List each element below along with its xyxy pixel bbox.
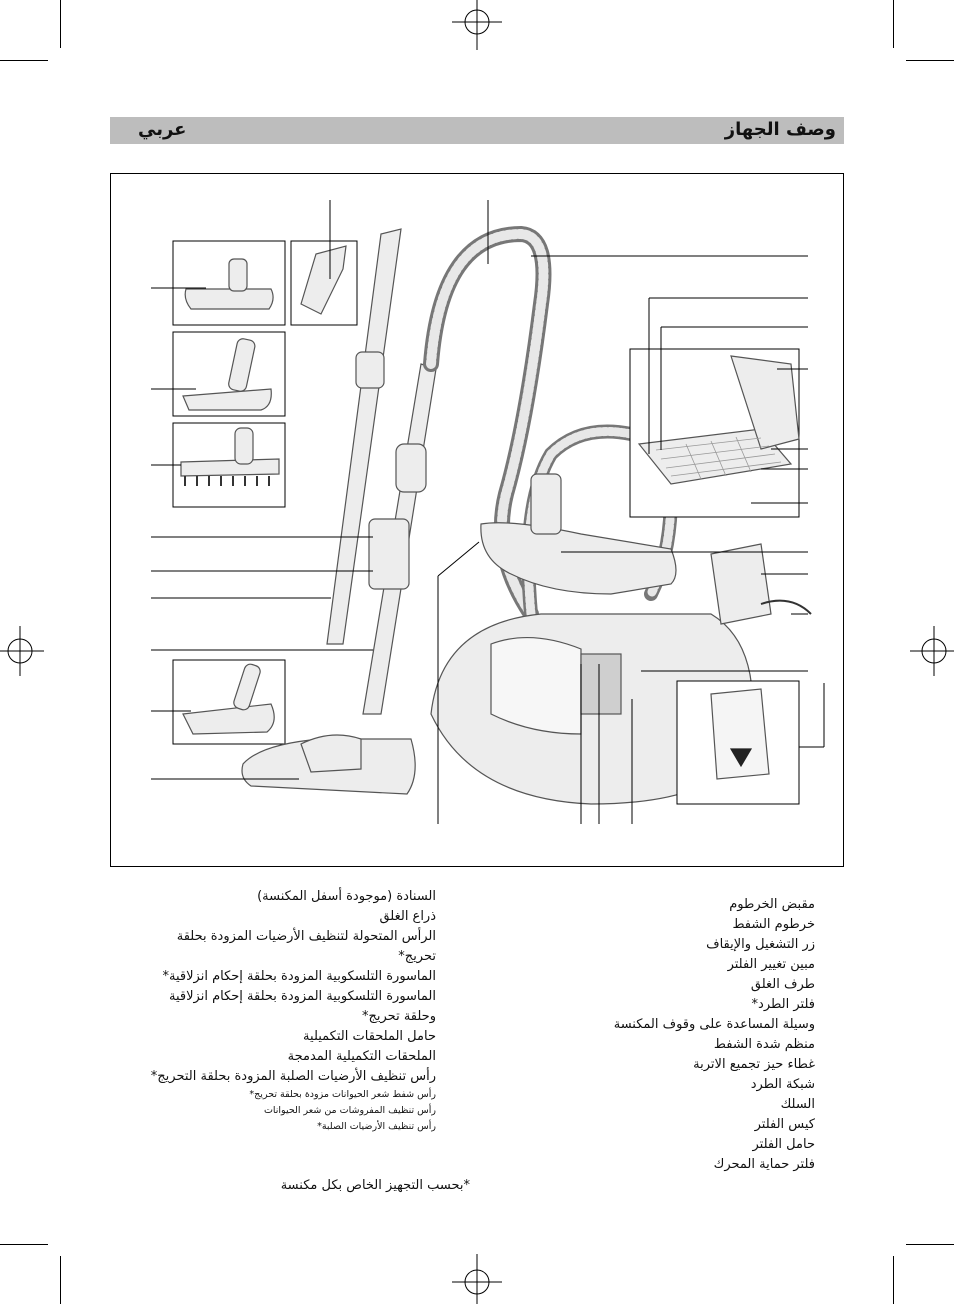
legend-item: الماسورة التلسكوبية المزودة بحلقة إحكام انزلاقية*	[162, 969, 436, 984]
legend-item: كيس الفلتر	[754, 1117, 815, 1132]
section-title: وصف الجهاز	[724, 119, 836, 140]
legend-item: رأس تنظيف الأرضيات الصلبة المزودة بحلقة التحريج*	[150, 1069, 436, 1084]
tube-lock-sleeve	[396, 444, 426, 492]
legend-item: حامل الملحقات التكميلية	[303, 1029, 436, 1044]
filter-bag-insert	[711, 689, 769, 779]
filter-bag-compartment	[491, 638, 581, 734]
upholstery-nozzle-shape	[185, 289, 273, 309]
legend-item: منظم شدة الشفط	[713, 1037, 815, 1052]
legend-item: فلتر الطرد*	[751, 997, 815, 1012]
registration-mark-bottom	[452, 1254, 502, 1304]
crop-mark	[0, 1244, 48, 1245]
legend-left	[76, 887, 436, 1135]
legend-item: الماسورة التلسكوبية المزودة بحلقة إحكام انزلاقية	[169, 989, 436, 1004]
registration-mark-right	[910, 626, 954, 676]
legend-item: رأس تنظيف الأرضيات الصلبة*	[317, 1121, 436, 1132]
brush-nozzle-shape	[181, 459, 279, 476]
crop-mark	[60, 1256, 61, 1304]
footnote: *بحسب التجهيز الخاص بكل مكنسة	[280, 1178, 470, 1193]
legend-item: رأس شفط شعر الحيوانات مزودة بحلقة تحريج*	[249, 1089, 436, 1100]
upholstery-nozzle-neck	[229, 259, 247, 291]
legend-item: تحريج*	[398, 949, 436, 964]
tube-slide-ring	[356, 352, 384, 388]
legend-item: حامل الفلتر	[752, 1137, 815, 1152]
legend-item: فلتر حماية المحرك	[713, 1157, 815, 1172]
legend-item: وحلقة تحريج*	[362, 1009, 436, 1024]
crop-mark	[893, 1256, 894, 1304]
device-diagram	[110, 173, 844, 867]
vacuum-illustration	[111, 174, 843, 866]
exhaust-grid-part	[711, 544, 771, 624]
crop-mark	[906, 1244, 954, 1245]
legend-item: شبكة الطرد	[750, 1077, 815, 1092]
language-label: عربي	[138, 119, 187, 140]
section-header-bar	[110, 117, 844, 144]
legend-item: الملحقات التكميلية المدمجة	[287, 1049, 436, 1064]
registration-mark-top	[452, 0, 502, 52]
legend-item: مقبض الخرطوم	[729, 897, 815, 912]
legend-item: طرف الغلق	[750, 977, 815, 992]
legend-item: زر التشغيل والإيقاف	[706, 937, 815, 952]
legend-item: ذراع الغلق	[379, 909, 436, 924]
crop-mark	[60, 0, 61, 48]
legend-item: مبين تغيير الفلتر	[727, 957, 815, 972]
floor-nozzle-joint	[301, 735, 361, 772]
crop-mark	[906, 60, 954, 61]
legend-item: وسيلة المساعدة على وقوف المكنسة	[613, 1017, 815, 1032]
motor-protection-filter	[581, 654, 621, 714]
legend-item: السلك	[780, 1097, 815, 1112]
crop-mark	[893, 0, 894, 48]
accessory-holder	[369, 519, 409, 589]
legend-right	[515, 895, 815, 1175]
legend-item: غطاء حيز تجميع الاتربة	[693, 1057, 815, 1072]
brush-nozzle-neck	[235, 428, 253, 464]
legend-item: رأس تنظيف المفروشات من شعر الحيوانات	[263, 1105, 436, 1116]
legend-item: السنادة (موجودة أسفل المكنسة)	[257, 889, 436, 904]
registration-mark-left	[0, 626, 44, 676]
hose-connector	[531, 474, 561, 534]
legend-item: الرأس المتحولة لتنظيف الأرضيات المزودة بحلقة	[176, 929, 436, 944]
legend-item: خرطوم الشفط	[732, 917, 815, 932]
crop-mark	[0, 60, 48, 61]
